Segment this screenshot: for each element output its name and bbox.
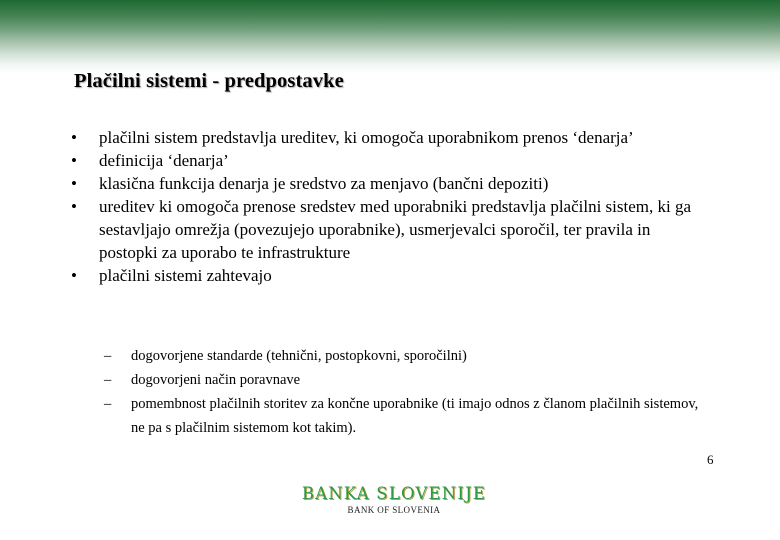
bullet-marker: • [71,151,77,170]
bullet-text: klasična funkcija denarja je sredstvo za menjavo (bančni depoziti) [99,174,549,193]
sub-bullet-text: pomembnost plačilnih storitev za končne uporabnike (ti imajo odnos z članom plačilnih sistemov, ne pa s plačilnim sistemom kot takim). [131,396,699,436]
sub-bullet-item [103,344,713,368]
bullet-marker: • [71,197,77,216]
bullet-text: plačilni sistem predstavlja ureditev, ki omogoča uporabnikom prenos ‘denarja’ [99,128,634,147]
sub-bullet-item [103,392,713,440]
bullet-item [70,149,720,172]
bullet-item [70,195,720,264]
logo-subtitle: BANK OF SLOVENIA [347,505,441,515]
sub-bullet-text: dogovorjeni način poravnave [131,372,301,388]
sub-bullet-list [103,344,713,440]
logo-name: BANKA SLOVENIJE [301,484,487,503]
dash-marker: – [104,372,112,388]
bullet-item [70,126,720,149]
page-number: 6 [707,452,714,467]
bullet-marker: • [71,128,77,147]
dash-marker: – [104,348,112,364]
bullet-list [70,126,720,287]
banka-slovenije-logo [298,484,490,515]
bullet-text: plačilni sistemi zahtevajo [99,266,272,285]
bullet-marker: • [71,266,77,285]
dash-marker: – [104,396,112,412]
sub-bullet-item [103,368,713,392]
bullet-item [70,264,720,287]
slide-title: Plačilni sistemi - predpostavke [74,70,344,92]
bullet-text: ureditev ki omogoča prenose sredstev med uporabniki predstavlja plačilni sistem, ki ga sestavljajo omrežja (povezujejo uporabnike), usmerjevalci sporočil, ter pravila in postopki za uporabo te infrastrukture [99,197,692,262]
bullet-item [70,172,720,195]
bullet-marker: • [71,174,77,193]
sub-bullet-text: dogovorjene standarde (tehnični, postopkovni, sporočilni) [131,348,467,364]
bullet-text: definicija ‘denarja’ [99,151,229,170]
